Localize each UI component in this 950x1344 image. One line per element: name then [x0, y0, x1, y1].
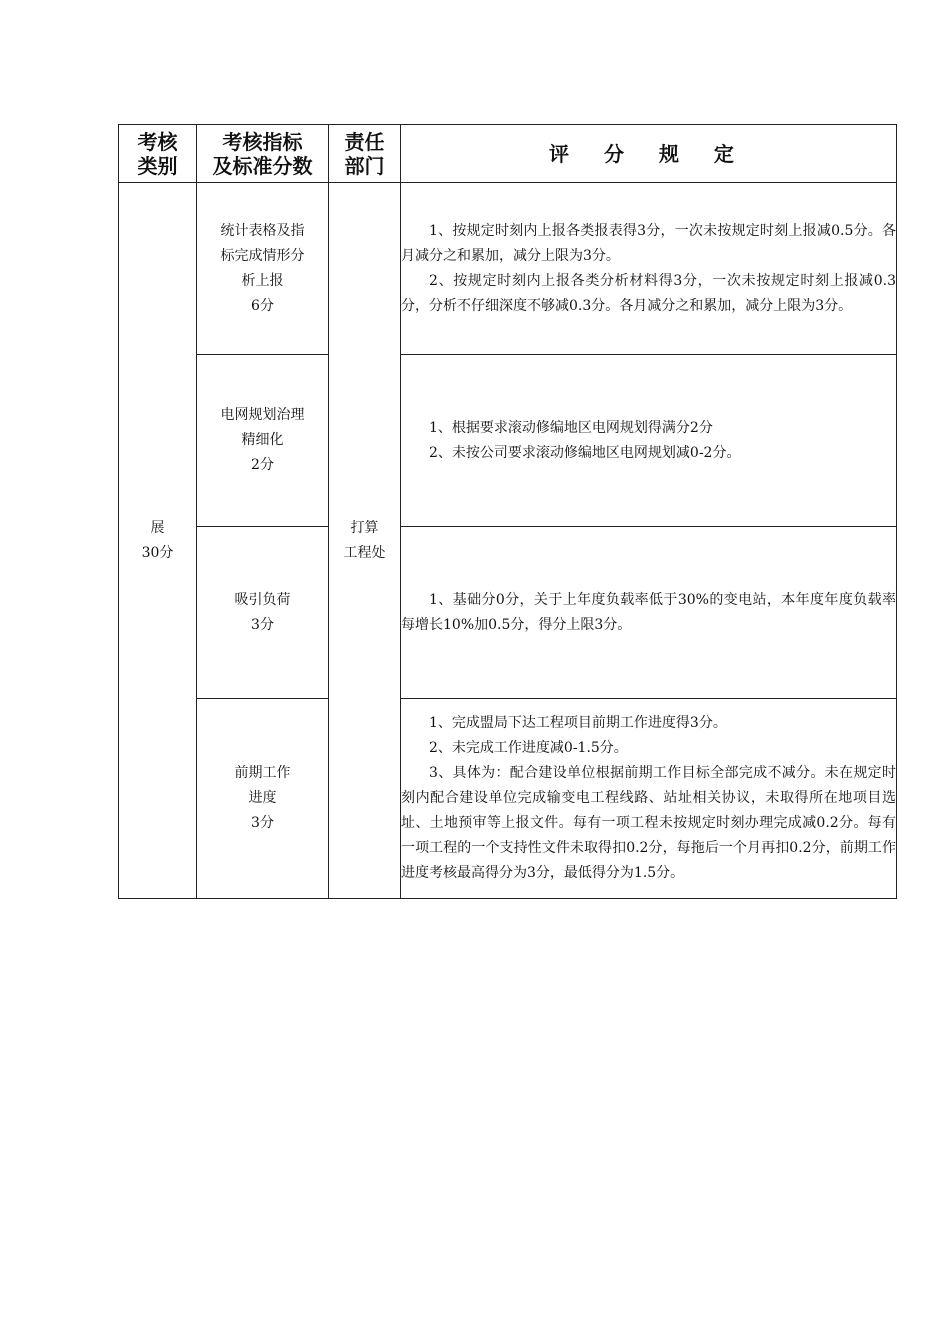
rule-item: 1、根据要求滚动修编地区电网规划得满分2分: [429, 419, 713, 436]
table-row: [119, 183, 897, 355]
header-category: 考核 类别: [119, 125, 197, 183]
rules-cell: [401, 355, 897, 527]
rules-cell: [401, 699, 897, 899]
indicator-cell: 前期工作 进度 3分: [197, 699, 329, 899]
table-row: [119, 527, 897, 699]
rule-item: 2、按规定时刻内上报各类分析材料得3分，一次未按规定时刻上报减0.3分，分析不仔细深度不够减0.3分。各月减分之和累加，减分上限为3分。: [401, 272, 896, 314]
rule-item: 3、具体为：配合建设单位根据前期工作目标全部完成不减分。未在规定时刻内配合建设单位完成输变电工程线路、站址相关协议，未取得所在地项目选址、土地预审等上报文件。每有一项工程未按规定时刻办理完成减0.2分。每有一项工程的一个支持性文件未取得扣0.2分，每拖后一个月再扣0.2分，前期工作进度考核最高得分为3分，最低得分为1.5分。: [401, 765, 896, 881]
rule-item: 2、未完成工作进度减0-1.5分。: [429, 740, 628, 756]
indicator-cell: 电网规划治理 精细化 2分: [197, 355, 329, 527]
rule-item: 2、未按公司要求滚动修编地区电网规划减0-2分。: [429, 444, 741, 461]
rule-item: 1、按规定时刻内上报各类报表得3分，一次未按规定时刻上报减0.5分。各月减分之和累加，减分上限为3分。: [401, 222, 896, 264]
category-cell: 展 30分: [119, 183, 197, 899]
table-row: [119, 355, 897, 527]
rules-cell: [401, 527, 897, 699]
header-rules: 评 分 规 定: [401, 125, 897, 183]
indicator-cell: 吸引负荷 3分: [197, 527, 329, 699]
header-department: 责任 部门: [329, 125, 401, 183]
rule-item: 1、基础分0分，关于上年度负载率低于30%的变电站，本年度年度负载率每增长10%加0.5分，得分上限3分。: [401, 591, 896, 633]
rule-item: 1、完成盟局下达工程项目前期工作进度得3分。: [429, 715, 727, 731]
assessment-table: [118, 124, 897, 899]
department-cell: 打算 工程处: [329, 183, 401, 899]
header-row: [119, 125, 897, 183]
header-indicator: 考核指标 及标准分数: [197, 125, 329, 183]
indicator-cell: 统计表格及指 标完成情形分 析上报 6分: [197, 183, 329, 355]
table-row: [119, 699, 897, 899]
rules-cell: [401, 183, 897, 355]
